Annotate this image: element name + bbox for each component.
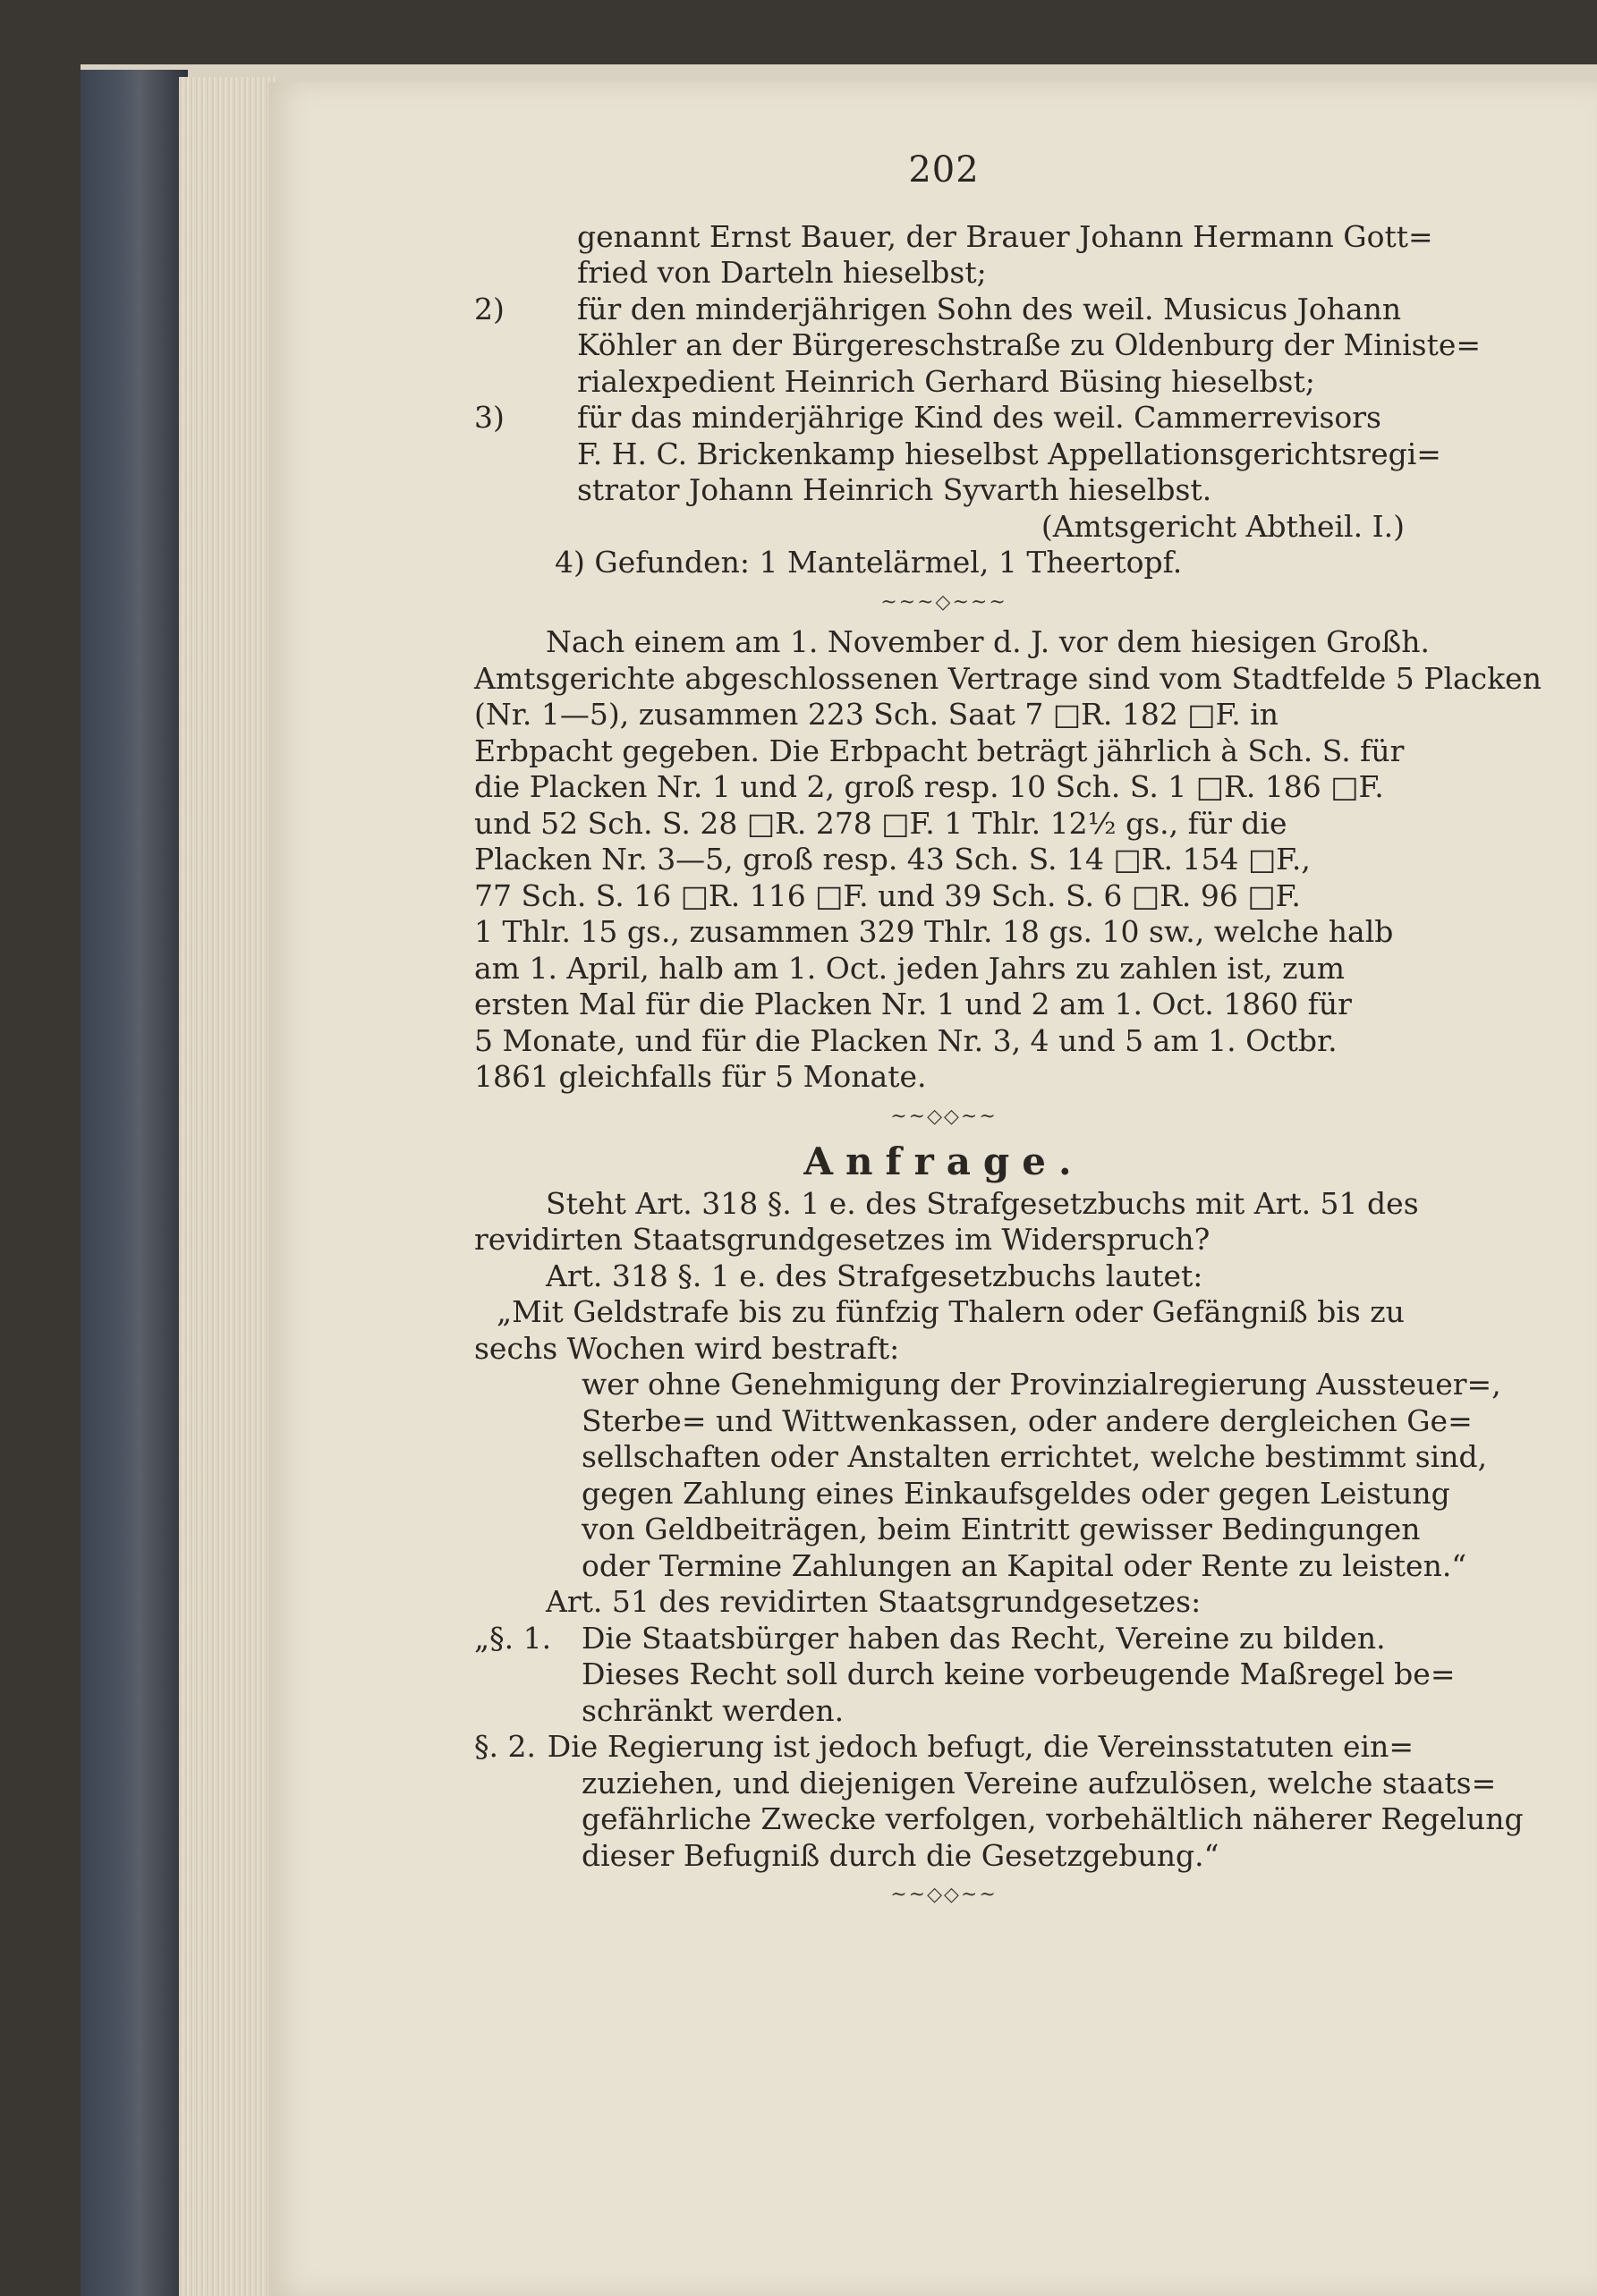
text-line: von Geldbeiträgen, beim Eintritt gewisser Bedingungen bbox=[582, 1512, 1421, 1546]
page-number: 202 bbox=[908, 149, 980, 191]
section-item bbox=[474, 1621, 1414, 1657]
text-line: Die Regierung ist jedoch befugt, die Vereinsstatuten ein= bbox=[547, 1729, 1414, 1764]
page-edges bbox=[179, 77, 277, 2296]
text-line: sechs Wochen wird bestraft: bbox=[474, 1330, 900, 1366]
text-line: rialexpedient Heinrich Gerhard Büsing hieselbst; bbox=[577, 363, 1315, 399]
text-line: wer ohne Genehmigung der Provinzialregierung Aussteuer=, bbox=[582, 1367, 1501, 1402]
book-cover-edge bbox=[81, 70, 188, 2296]
text-line: Die Staatsbürger haben das Recht, Vereine zu bilden. bbox=[582, 1620, 1386, 1656]
text-line: Nach einem am 1. November d. J. vor dem hiesigen Großh. bbox=[546, 624, 1430, 659]
text-line: 5 Monate, und für die Placken Nr. 3, 4 und 5 am 1. Octbr. bbox=[474, 1022, 1338, 1058]
text-line: dieser Befugniß durch die Gesetzgebung.“ bbox=[582, 1837, 1219, 1873]
section-number: „§. 1. bbox=[474, 1620, 552, 1656]
text-line: gefährliche Zwecke verfolgen, vorbehältlich näherer Regelung bbox=[582, 1801, 1524, 1836]
text-line: fried von Darteln hieselbst; bbox=[577, 255, 987, 290]
text-line: F. H. C. Brickenkamp hieselbst Appellationsgerichtsregi= bbox=[577, 436, 1441, 471]
text-line: „Mit Geldstrafe bis zu fünfzig Thalern oder Gefängniß bis zu bbox=[497, 1294, 1405, 1329]
text-line: Amtsgerichte abgeschlossenen Vertrage sind vom Stadtfelde 5 Placken bbox=[474, 660, 1542, 696]
text-line: Köhler an der Bürgereschstraße zu Oldenburg der Ministe= bbox=[577, 327, 1482, 362]
text-line: revidirten Staatsgrundgesetzes im Widerspruch? bbox=[474, 1222, 1210, 1257]
list-number: 3) bbox=[474, 400, 505, 435]
text-line: 4) Gefunden: 1 Mantelärmel, 1 Theertopf. bbox=[555, 545, 1183, 580]
text-line: genannt Ernst Bauer, der Brauer Johann Hermann Gott= bbox=[577, 218, 1433, 254]
text-line: ersten Mal für die Placken Nr. 1 und 2 am 1. Oct. 1860 für bbox=[474, 987, 1352, 1021]
text-line: strator Johann Heinrich Syvarth hieselbst. bbox=[577, 472, 1212, 507]
text-line: Dieses Recht soll durch keine vorbeugende Maßregel be= bbox=[582, 1656, 1456, 1691]
text-line: gegen Zahlung eines Einkaufsgeldes oder gegen Leistung bbox=[582, 1475, 1450, 1511]
text-line: Steht Art. 318 §. 1 e. des Strafgesetzbuchs mit Art. 51 des bbox=[546, 1185, 1419, 1221]
page-text bbox=[474, 149, 1542, 1918]
section-heading: Anfrage. bbox=[803, 1140, 1084, 1183]
text-line: Art. 51 des revidirten Staatsgrundgesetzes: bbox=[546, 1584, 1202, 1619]
ornament-divider: ~~◇◇~~ bbox=[890, 1884, 998, 1906]
text-line: 1 Thlr. 15 gs., zusammen 329 Thlr. 18 gs. 10 sw., welche halb bbox=[474, 914, 1394, 949]
text-line: 1861 gleichfalls für 5 Monate. bbox=[474, 1059, 927, 1094]
text-line: schränkt werden. bbox=[582, 1692, 845, 1728]
text-line: für den minderjährigen Sohn des weil. Musicus Johann bbox=[577, 291, 1402, 326]
text-line: Art. 318 §. 1 e. des Strafgesetzbuchs lautet: bbox=[546, 1258, 1203, 1293]
list-item bbox=[474, 400, 1414, 436]
text-line: Placken Nr. 3—5, groß resp. 43 Sch. S. 14 □R. 154 □F., bbox=[474, 842, 1311, 877]
ornament-divider: ~~◇◇~~ bbox=[890, 1105, 998, 1128]
ornament-divider: ~~~◇~~~ bbox=[880, 590, 1007, 614]
text-line: und 52 Sch. S. 28 □R. 278 □F. 1 Thlr. 12½ gs., für die bbox=[474, 805, 1287, 841]
text-line: (Nr. 1—5), zusammen 223 Sch. Saat 7 □R. 182 □F. in bbox=[474, 697, 1279, 732]
section-item bbox=[474, 1729, 1414, 1766]
section-number: §. 2. bbox=[474, 1729, 536, 1764]
text-line: zuziehen, und diejenigen Vereine aufzulösen, welche staats= bbox=[582, 1765, 1497, 1800]
text-line: für das minderjährige Kind des weil. Cammerrevisors bbox=[577, 400, 1381, 435]
text-line: (Amtsgericht Abtheil. I.) bbox=[1041, 508, 1405, 544]
text-line: sellschaften oder Anstalten errichtet, welche bestimmt sind, bbox=[582, 1439, 1488, 1474]
text-line: 77 Sch. S. 16 □R. 116 □F. und 39 Sch. S. 6 □R. 96 □F. bbox=[474, 877, 1301, 913]
list-item bbox=[474, 292, 1414, 328]
text-line: oder Termine Zahlungen an Kapital oder Rente zu leisten.“ bbox=[582, 1547, 1467, 1583]
text-line: Sterbe= und Wittwenkassen, oder andere dergleichen Ge= bbox=[582, 1402, 1473, 1438]
text-line: am 1. April, halb am 1. Oct. jeden Jahrs zu zahlen ist, zum bbox=[474, 950, 1346, 986]
text-line: die Placken Nr. 1 und 2, groß resp. 10 Sch. S. 1 □R. 186 □F. bbox=[474, 769, 1384, 804]
list-number: 2) bbox=[474, 291, 505, 326]
text-line: Erbpacht gegeben. Die Erbpacht beträgt jährlich à Sch. S. für bbox=[474, 733, 1405, 768]
